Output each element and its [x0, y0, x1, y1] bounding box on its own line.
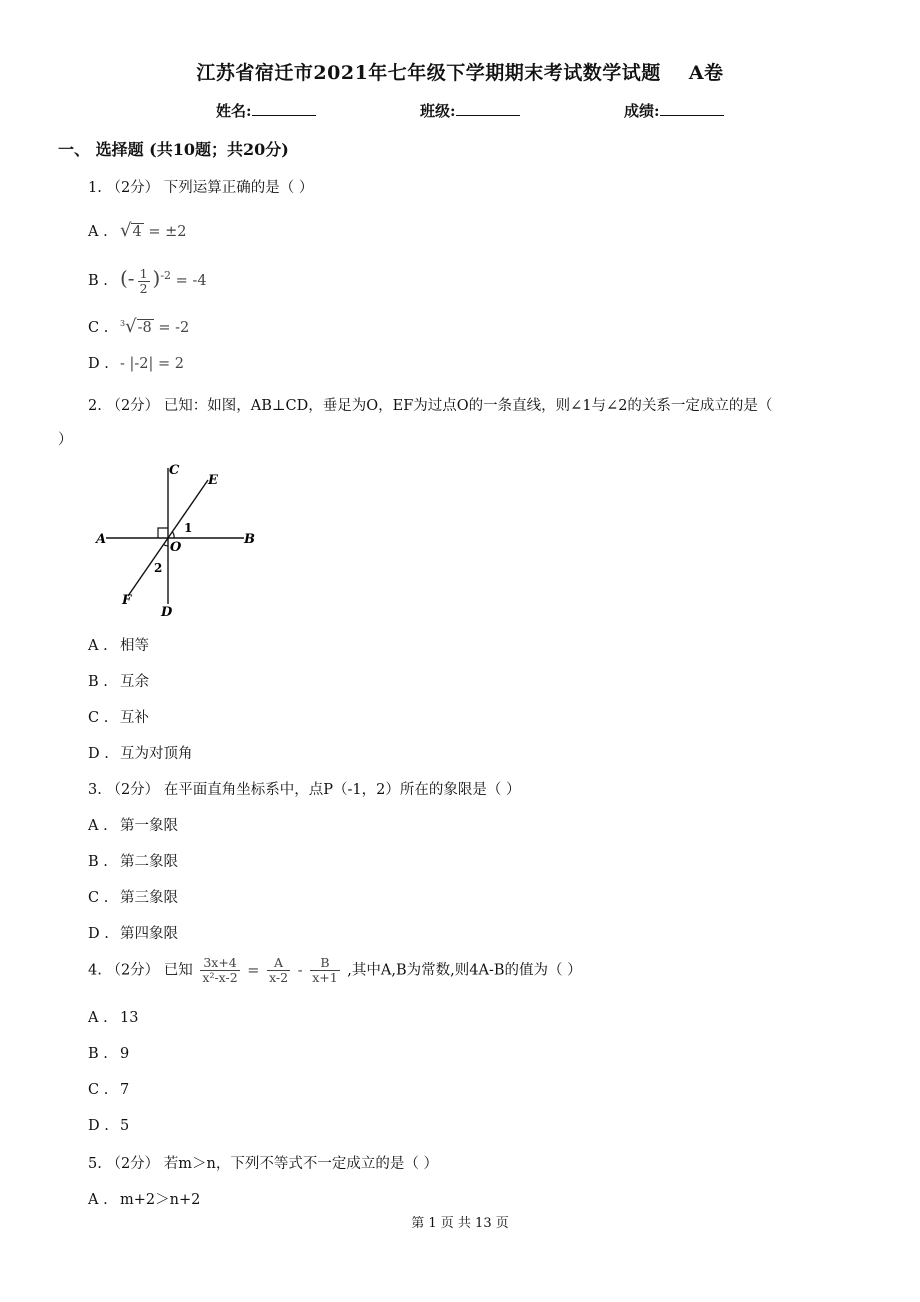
option-label: C . [88, 890, 109, 906]
fraction-numerator: 3x+4 [200, 956, 239, 971]
fraction-3 [310, 956, 339, 985]
option-formula: √4 = ±2 [120, 220, 187, 241]
angle-1-arc [173, 532, 175, 538]
score-label: 成绩: [624, 102, 660, 120]
radicand: -8 [137, 320, 152, 336]
label-angle-1: 1 [184, 521, 193, 535]
question-3-stem: 3. （2分） 在平面直角坐标系中，点P（-1，2）所在的象限是（ ） [88, 782, 521, 798]
option-label: B . [88, 273, 108, 289]
question-3-option-a [88, 814, 178, 835]
question-2-figure [92, 460, 267, 620]
option-label: C . [88, 320, 109, 336]
stem-prefix: 4. （2分） 已知 [88, 962, 193, 979]
right-paren: ) [152, 266, 161, 290]
title-suffix: A卷 [688, 62, 724, 84]
class-field [420, 100, 520, 121]
fraction-1 [200, 956, 239, 985]
score-blank [660, 101, 724, 116]
name-field [216, 100, 316, 121]
equals-sign: = [247, 962, 260, 979]
section-heading: 一、 选择题 (共10题；共20分) [58, 140, 289, 159]
option-label: A . [88, 818, 108, 834]
left-paren: (- [120, 266, 135, 290]
fraction [138, 267, 150, 296]
option-formula: - |-2| = 2 [120, 356, 184, 372]
class-label: 班级: [420, 102, 456, 120]
option-label: B . [88, 674, 108, 690]
fraction-2 [267, 956, 290, 985]
fraction-denominator: x+1 [312, 970, 338, 985]
option-text: 相等 [120, 638, 149, 654]
question-4-option-b [88, 1046, 129, 1062]
option-formula [120, 265, 207, 296]
option-text: 互余 [120, 674, 149, 690]
question-1-option-d [88, 356, 184, 372]
minus-sign: - [297, 962, 303, 979]
fraction-denominator: 2 [139, 280, 148, 296]
option-text: 7 [120, 1082, 130, 1098]
question-4-option-d [88, 1118, 129, 1134]
option-text: 9 [120, 1046, 130, 1062]
name-label: 姓名: [216, 102, 252, 120]
page-footer: 第 1 页 共 13 页 [411, 1216, 509, 1231]
option-text: 13 [120, 1010, 139, 1026]
question-5-stem: 5. （2分） 若m＞n，下列不等式不一定成立的是（ ） [88, 1156, 438, 1172]
option-text: 5 [120, 1118, 130, 1134]
option-label: C . [88, 1082, 109, 1098]
question-2-stem: 2. （2分） 已知：如图，AB⊥CD，垂足为O，EF为过点O的一条直线，则∠1与∠2的关系一定成立的是（ [88, 398, 773, 414]
option-text: 第二象限 [120, 854, 178, 870]
option-text: 第一象限 [120, 818, 178, 834]
class-blank [456, 101, 520, 116]
equation [197, 955, 347, 985]
option-text: 第三象限 [120, 890, 178, 906]
question-3-option-b [88, 850, 178, 871]
option-formula: $^3$√-8 = -2 [120, 316, 190, 337]
option-text: 互为对顶角 [120, 746, 193, 762]
option-label: A . [88, 224, 108, 240]
radicand: 4 [132, 224, 142, 240]
fraction-numerator: A [267, 956, 290, 971]
option-text: 第四象限 [120, 926, 178, 942]
name-blank [252, 101, 316, 116]
root-index: 3 [120, 319, 126, 329]
question-4-option-a [88, 1010, 138, 1026]
label-d: D [161, 605, 173, 620]
option-label: A . [88, 1010, 108, 1026]
title-text: 江苏省宿迁市2021年七年级下学期期末考试数学试题 [196, 62, 661, 84]
question-2-option-c [88, 706, 149, 727]
question-1-stem: 1. （2分） 下列运算正确的是（ ） [88, 180, 314, 196]
page-title [0, 58, 920, 85]
option-label: C . [88, 710, 109, 726]
option-label: A . [88, 1192, 108, 1208]
label-f: F [122, 593, 132, 608]
fraction-numerator: B [310, 956, 339, 971]
label-c: C [169, 463, 180, 478]
fraction-numerator: 1 [139, 265, 148, 281]
question-3-option-d [88, 922, 178, 943]
option-text: 互补 [120, 710, 149, 726]
option-label: B . [88, 854, 108, 870]
question-4-option-c [88, 1082, 129, 1098]
stem-suffix: ,其中A,B为常数,则4A-B的值为（ ） [347, 962, 582, 979]
fraction-denominator: x²-x-2 [202, 970, 238, 985]
label-o: O [170, 540, 182, 555]
label-b: B [244, 532, 255, 547]
formula-rest: = -4 [175, 273, 207, 289]
option-label: A . [88, 638, 108, 654]
question-2-option-a [88, 634, 149, 655]
question-2-option-d [88, 742, 193, 763]
option-label: D . [88, 356, 109, 372]
question-5-option-a [88, 1188, 200, 1209]
question-4-stem [88, 956, 582, 985]
question-1-option-c [88, 316, 189, 337]
question-1-option-b [88, 266, 207, 296]
question-2-stem-cont: ） [58, 432, 73, 448]
label-angle-2: 2 [154, 561, 163, 575]
option-label: D . [88, 926, 109, 942]
question-2-option-b [88, 670, 149, 691]
formula-rest: = -2 [158, 320, 190, 336]
formula-rest: = ±2 [148, 224, 187, 240]
right-angle-mark [158, 528, 168, 538]
exponent: -2 [160, 269, 172, 283]
label-e: E [208, 473, 218, 488]
option-text: m+2＞n+2 [120, 1192, 201, 1208]
question-1-option-a [88, 220, 186, 241]
fraction-denominator: x-2 [269, 970, 289, 985]
question-3-option-c [88, 886, 178, 907]
option-label: B . [88, 1046, 108, 1062]
option-label: D . [88, 746, 109, 762]
score-field [624, 100, 724, 121]
option-label: D . [88, 1118, 109, 1134]
label-a: A [96, 532, 107, 547]
